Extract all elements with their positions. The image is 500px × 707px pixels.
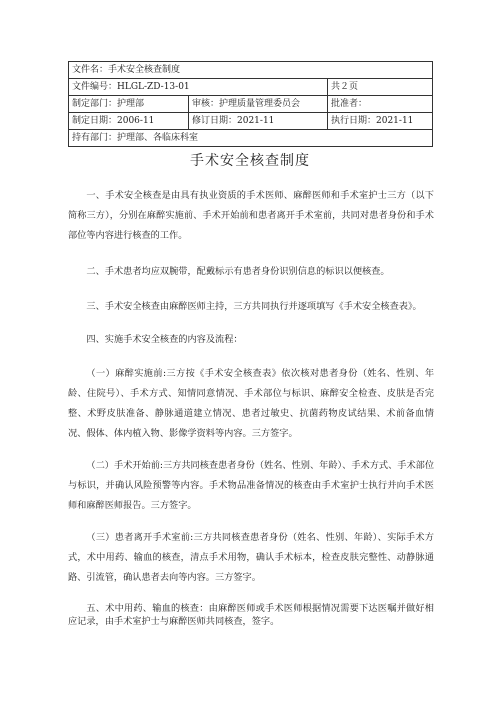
file-number-cell: 文件编号：HLGL-ZD-13-01	[69, 79, 328, 96]
file-name-cell: 文件名：手术安全核查制度	[69, 62, 433, 79]
document-title: 手术安全核查制度	[190, 153, 310, 169]
paragraph-1: 一、手术安全核查是由具有执业资质的手术医师、麻醉医师和手术室护士三方（以下简称三方），分别在麻醉实施前、手术开始前和患者离开手术室前，共同对患者身份和手术部位等内容进行核查的工作。	[68, 190, 434, 241]
paragraph-4: 四、实施手术安全核查的内容及流程：	[86, 334, 243, 345]
paragraph-8: 五、术中用药、输血的核查：由麻醉医师或手术医师根据情况需要下达医嘱并做好相应记录，由手术室护士与麻醉医师共同核查，签字。	[68, 603, 434, 627]
holder-department-cell: 持有部门：护理部、各临床科室	[69, 130, 433, 147]
made-date-cell: 制定日期：2006-11	[69, 113, 189, 130]
page-count-cell: 共２页	[328, 79, 433, 96]
effective-date-cell: 执行日期：2021-11	[328, 113, 433, 130]
document-header-table	[68, 61, 433, 147]
paragraph-3: 三、手术安全核查由麻醉医师主持，三方共同执行并逐项填写《手术安全核查表》。	[86, 301, 422, 312]
paragraph-2: 二、手术患者均应双腕带，配戴标示有患者身份识别信息的标识以便核查。	[86, 266, 390, 277]
department-cell: 制定部门：护理部	[69, 96, 189, 113]
paragraph-6: （二）手术开始前:三方共同核查患者身份（姓名、性别、年龄）、手术方式、手术部位与标识，并确认风险预警等内容。手术物品准备情况的核查由手术室护士执行并向手术医师和麻醉医师报告。三方签字。	[68, 460, 435, 511]
paragraph-5: （一）麻醉实施前:三方按《手术安全核查表》依次核对患者身份（姓名、性别、年龄、住院号）、手术方式、知情同意情况、手术部位与标识、麻醉安全检查、皮肤是否完整、术野皮肤准备、静脉通道建立情况、患者过敏史、抗菌药物皮试结果、术前备血情况、假体、体内植入物、影像学资料等内容。三方签字。	[68, 368, 434, 439]
revised-date-cell: 修订日期：2021-11	[189, 113, 328, 130]
approver-cell: 批准者：	[328, 96, 433, 113]
review-cell: 审核：护理质量管理委员会	[189, 96, 328, 113]
paragraph-7: （三）患者离开手术室前:三方共同核查患者身份（姓名、性别、年龄）、实际手术方式，术中用药、输血的核查，清点手术用物，确认手术标本，检查皮肤完整性、动静脉通路、引流管，确认患者去向等内容。三方签字。	[68, 532, 434, 583]
